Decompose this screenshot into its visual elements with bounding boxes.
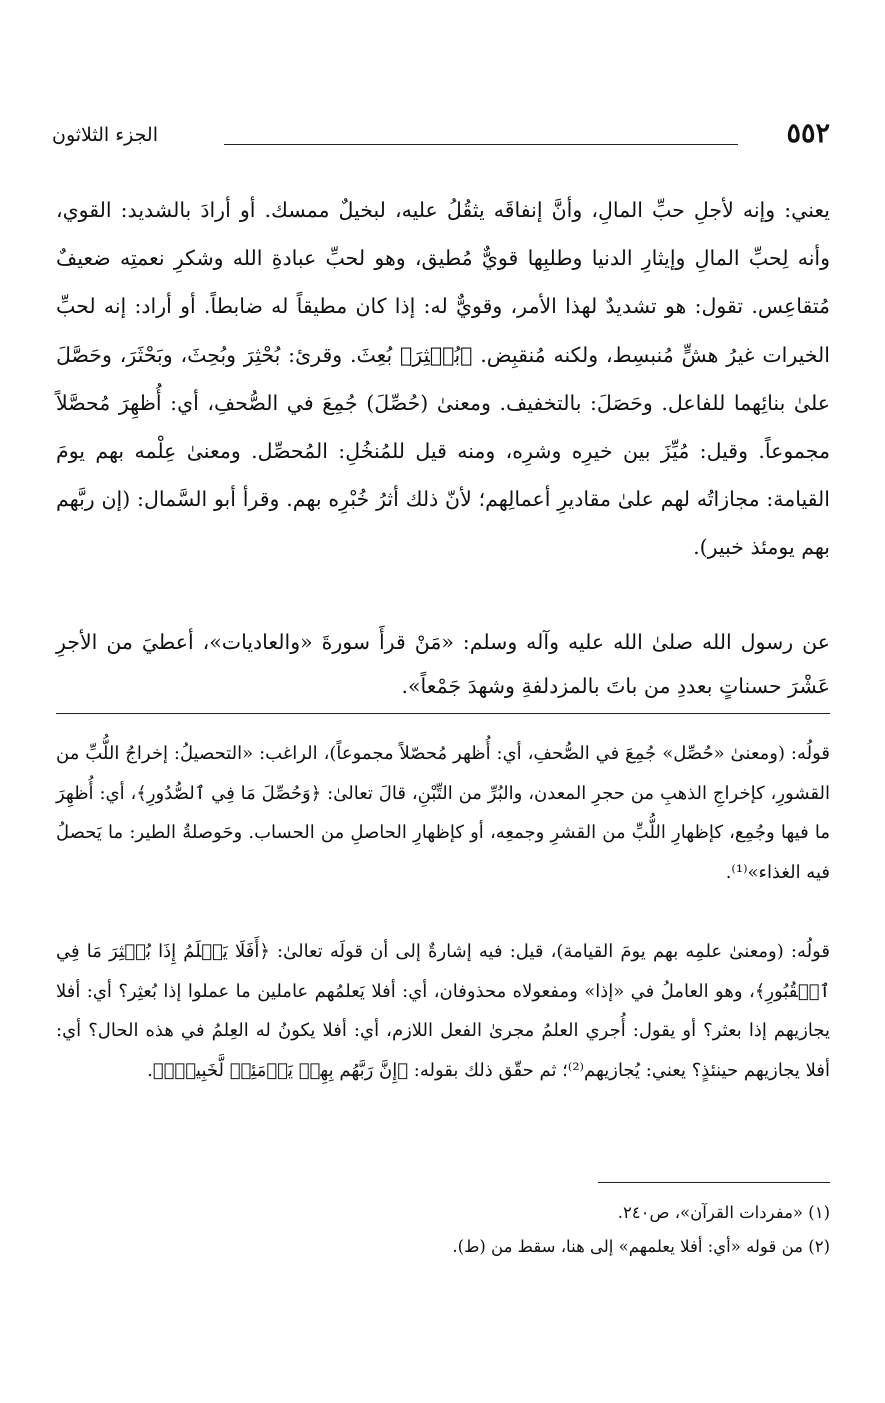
footnote-1: (١) «مفردات القرآن»، ص٢٤٠. bbox=[617, 1203, 830, 1222]
running-title: الجزء الثلاثون bbox=[52, 124, 158, 146]
page-header bbox=[52, 118, 830, 158]
gloss-paragraph-2: قولُه: (ومعنىٰ علمِه بهم يومَ القيامة)، قيل: فيه إشارةٌ إلى أن قولَه تعالىٰ: ﴿أَفَلَا يَعۡلَمُ إِذَا بُعۡثِرَ مَا فِي ٱلۡقُبُورِ﴾، وهو العاملُ في «إذا» ومفعولاه محذوفان، أي: أفلا يَعلمُهم عاملين ما عملوا إذا بُعثِر؟ أي: أفلا يجازيهم إذا بعثر؟ أو يقول: أُجري العلمُ مجرىٰ الفعل اللازم، أي: أفلا يكونُ له العِلمُ في هذه الحال؟ أي: أفلا يجازيهم حينئذٍ؟ يعني: يُجازيهم⁽²⁾؛ ثم حقّق ذلك بقوله: ﴿إِنَّ رَبَّهُم بِهِمۡ يَوۡمَئِذٖ لَّخَبِيرُۢ﴾. bbox=[56, 941, 830, 1081]
footnotes bbox=[56, 1196, 830, 1264]
footnote-rule bbox=[598, 1182, 830, 1183]
page-number: ٥٥٢ bbox=[786, 118, 830, 149]
footnote-2: (٢) من قوله «أي: أفلا يعلمهم» إلى هنا، سقط من (ط). bbox=[452, 1237, 830, 1256]
header-rule bbox=[224, 144, 738, 145]
commentary-text: يعني: وإنه لأجلِ حبِّ المالِ، وأنَّ إنفاقَه يثقُلُ عليه، لبخيلٌ ممسك. أو أرادَ بالشديد: القوي، وأنه لِحبِّ المالِ وإيثارِ الدنيا وطلبِها قويٌّ مُطيق، وهو لحبِّ عبادةِ الله وشكرِ نعمتِه ضعيفٌ مُتقاعِس. تقول: هو تشديدٌ لهذا الأمر، وقويٌّ له: إذا كان مطيقاً له ضابطاً. أو أراد: إنه لحبِّ الخيرات غيرُ هشٍّ مُنبسِط، ولكنه مُنقبِض. ﴿بُعۡثِرَ﴾ بُعِثَ. وقرئ: بُحْثِرَ وبُحِثَ، وبَحْثَرَ، وحَصَّلَ علىٰ بنائِهما للفاعل. وحَصَلَ: بالتخفيف. ومعنىٰ (حُصِّلَ) جُمِعَ في الصُّحفِ، أي: أُظهِرَ مُحصَّلاً مجموعاً. وقيل: مُيِّزَ بين خيرِه وشرِه، ومنه قيل للمُنخُلِ: المُحصِّل. ومعنىٰ عِلْمه بهم يومَ القيامة: مجازاتُه لهم علىٰ مقاديرِ أعمالِهم؛ لأنّ ذلك أثرُ خُبْرِه بهم. وقرأ أبو السَّمال: (إن ربَّهم بهم يومئذ خبير). bbox=[56, 198, 830, 560]
gloss-paragraph-1: قولُه: (ومعنىٰ «حُصِّل» جُمِعَ في الصُّحفِ، أي: أُظهر مُحصّلاً مجموعاً)، الراغب: «التحصيلُ: إخراجُ اللُّبِّ من القشورِ، كإخراجِ الذهبِ من حجرِ المعدن، والبُرِّ من التِّبْنِ، قالَ تعالىٰ: ﴿وَحُصِّلَ مَا فِي ٱلصُّدُورِ﴾، أي: أُظهِرَ ما فيها وجُمِع، كإظهارِ اللُّبِّ من القشرِ وجمعِه، أو كإظهارِ الحاصلِ من الحساب. وحَوصلةُ الطير: ما يَحصلُ فيه الغذاء»⁽¹⁾. bbox=[56, 743, 830, 883]
hadith-text: عن رسول الله صلىٰ الله عليه وآله وسلم: «مَنْ قرأَ سورةَ «والعاديات»، أعطيَ من الأجرِ عَشْرَ حسناتٍ بعددِ من باتَ بالمزدلفةِ وشهدَ جَمْعاً». bbox=[56, 630, 830, 698]
section-divider bbox=[56, 713, 830, 714]
